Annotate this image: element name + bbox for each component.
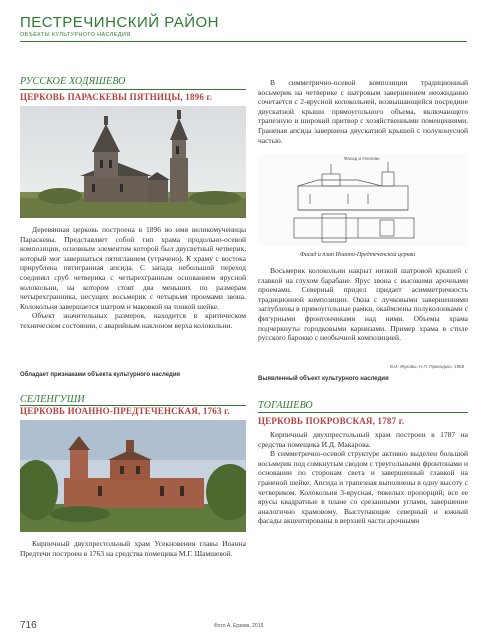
bell-tower-description [258,266,468,343]
location-togashevo: ТОГАШЕВО [258,400,313,411]
paragraph: В симметрично-осевой структуре активно выделен большой восьмерик под сомкнутым сводом с треугольными фронтонами и основании по сторонам света и завершенный главкой на граненой шейке. Апсида и трапезная выполнены в одну высоту с четвериком. Колокольня 3-ярусная, тяжелых пропорций; все ее ярусы квадратные в плане со срезанными углами, завершение аналогично храмовому. Выступающие северный и южный фасады акцентированы в верхней части арочными [258,449,468,526]
church-title-paraskeva: ЦЕРКОВЬ ПАРАСКЕВЫ ПЯТНИЦЫ, 1896 г. [20,92,213,102]
header-divider [20,41,467,42]
ioanno-description [20,539,246,558]
paragraph: В симметрично-осевой композиции традиционный восьмерик на четверике с шатровым завершением неожиданно сочетается с 2-ярусной колокольней, возвышающейся посредине двускатной крыши прямоугольного объема, включающего трапезную и широкий притвор с хозяйственными помещениями. Граненая апсида завершена двускатной крышей с полуконусной частью. [258,78,468,145]
paragraph: Восьмерик колокольни накрыт низкой шатровой крышей с главкой на глухом барабане. Ярус звона с высокими арочными проемами. Северный придел придает асимметричность традиционной композиции. Окна с лучковыми завершениями заглублены в прямоугольные рамки, окаймлены полуколонками с фигурными фронтончиками над ними. Объемы храма подчеркнуты городковыми карнизами. Пример храма в стиле русского барокко с необычной композицией. [258,266,468,343]
authors-credit: В.И. Жуковы, Н.П. Приходько, 1959 [390,364,465,369]
photo-wooden-church [20,106,246,218]
pokrovskaya-description [258,430,468,526]
paraskeva-description [20,225,246,331]
church-title-pokrovskaya: ЦЕРКОВЬ ПОКРОВСКАЯ, 1787 г. [258,416,405,426]
location-russkoe-hodyashevo: РУССКОЕ ХОДЯШЕВО [20,76,126,87]
heritage-status-note-2: Выявленный объект культурного наследия [258,376,389,382]
location-selengushi: СЕЛЕНГУШИ [20,394,85,405]
section-divider [258,412,468,413]
paragraph: Кирпичный двухпрестольный храм построен в 1787 на средства помещика И.Д. Макарова. [258,430,468,449]
church-facade-plan-drawing [258,154,468,246]
paragraph: Кирпичный двухпрестольный храм Усекновения главы Иоанна Предтечи построен в 1763 на средства помещика М.Г. Шамшевой. [20,539,246,558]
page-section-subtitle: ОБЪЕКТЫ КУЛЬТУРНОГО НАСЛЕДИЯ [20,32,131,38]
church-title-ioanno: ЦЕРКОВЬ ИОАННО-ПРЕДТЕЧЕНСКАЯ, 1763 г. [20,406,230,416]
photo-brick-church-selengushi [20,420,246,532]
photo-credit: Фото А. Ерзова, 2015 [214,623,264,629]
plan-label: Фасад и Генплан [344,156,380,161]
paraskeva-composition-text [258,78,468,145]
page-section-title: ПЕСТРЕЧИНСКИЙ РАЙОН [20,14,219,31]
section-divider [20,89,246,90]
paragraph: Объект значительных размеров, находится в критическом техническом состоянии, с аварийным наклоном верха колокольни. [20,311,246,330]
page-number: 716 [20,620,37,631]
paragraph: Деревянная церковь построена в 1896 во имя великомученицы Параскевы. Представляет собой тип храма продольно-осевой композиции, основным элементом которой был двусветный четверик, который мог завершаться пятиглавием (утрачено). К храму с востока прирублена пятигранная апсида. С запада небольшой переход соединял сруб четверика с четырехгранным основанием ярусной колокольни, на котором стоят два меньших по размерам четырехгранника, несущих восьмерик с четырьмя проемами звона. Колокольня завершается шатром и маковкой на тонкой шейке. [20,225,246,311]
plan-caption: Фасад и план Иоанно-Предтеченской церкви [300,252,416,258]
heritage-status-note: Обладает признаками объекта культурного наследия [20,372,181,378]
